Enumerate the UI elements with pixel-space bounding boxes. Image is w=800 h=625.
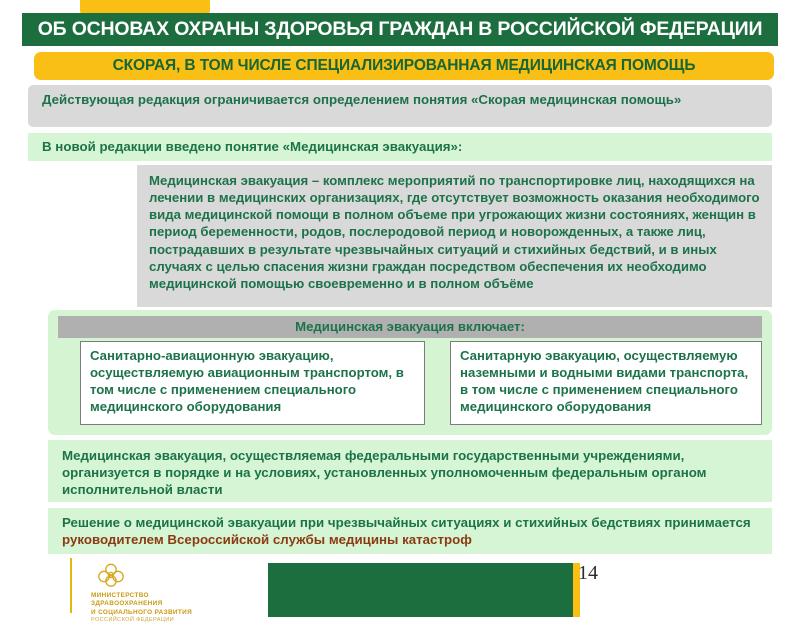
definition-panel [137,165,772,307]
includes-item-land [450,341,762,425]
slide-subtitle-bar [34,52,774,80]
decision-highlight-text: руководителем Всероссийской службы медицины катастроф [62,532,472,548]
includes-item-air-text: Санитарно-авиационную эвакуацию, осуществляемую авиационным транспортом, в том числе с применением специального медицинского оборудования [90,348,404,415]
page-number: 14 [578,562,598,584]
footer-green-bar [268,563,573,617]
slide-header-bar [22,13,778,46]
current-edition-text: Действующая редакция ограничивается определением понятия «Скорая медицинская помощь» [42,92,682,107]
decision-panel [48,508,772,554]
ministry-logo-text [91,592,281,625]
logo-line-2: ЗДРАВООХРАНЕНИЯ [91,600,163,608]
ministry-emblem-icon [94,562,128,592]
definition-text: Медицинская эвакуация – комплекс мероприятий по транспортировке лиц, находящихся на лечении в медицинских организациях, где отсутствует возможность оказания необходимого вида медицинской помощи в полном объеме при угрожающих жизни состояниях, женщин в период беременности, родов, послеродовой период и новорожденных, а также лиц, пострадавших в результате чрезвычайных ситуаций и стихийных бедствий, и в иных случаях с целью спасения жизни граждан посредством обеспечения их необходимо медицинской помощью своевременно и в полном объёме [149,173,760,291]
current-edition-panel [28,85,772,127]
includes-panel [48,310,772,435]
includes-heading-bar [58,316,762,338]
new-edition-text: В новой редакции введено понятие «Медицинская эвакуация»: [42,139,463,154]
top-accent-tab [80,0,210,14]
decision-prefix-text: Решение о медицинской эвакуации при чрезвычайных ситуациях и стихийных бедствиях принимается [62,515,751,530]
decision-text [62,514,758,548]
includes-item-land-text: Санитарную эвакуацию, осуществляемую наземными и водными видами транспорта, в том числе с применением специального медицинского оборудования [460,348,749,415]
federal-institutions-text: Медицинская эвакуация, осуществляемая федеральными государственными учреждениями, организуется в порядке и на условиях, установленных уполномоченным федеральным органом исполнительной власти [62,448,707,498]
subtitle-text: СКОРАЯ, В ТОМ ЧИСЛЕ СПЕЦИАЛИЗИРОВАННАЯ МЕДИЦИНСКАЯ ПОМОЩЬ [112,57,696,74]
logo-line-1: МИНИСТЕРСТВО [91,592,149,599]
logo-line-3: И СОЦИАЛЬНОГО РАЗВИТИЯ [91,608,193,616]
includes-heading-text: Медицинская эвакуация включает: [295,318,525,334]
includes-item-air [80,341,425,425]
new-edition-panel [28,133,772,161]
page-title: ОБ ОСНОВАХ ОХРАНЫ ЗДОРОВЬЯ ГРАЖДАН В РОССИЙСКОЙ ФЕДЕРАЦИИ [37,18,763,40]
federal-institutions-panel [48,440,772,502]
ministry-logo [86,562,286,624]
footer-divider [70,558,72,613]
logo-line-4: РОССИЙСКОЙ ФЕДЕРАЦИИ [91,617,175,624]
